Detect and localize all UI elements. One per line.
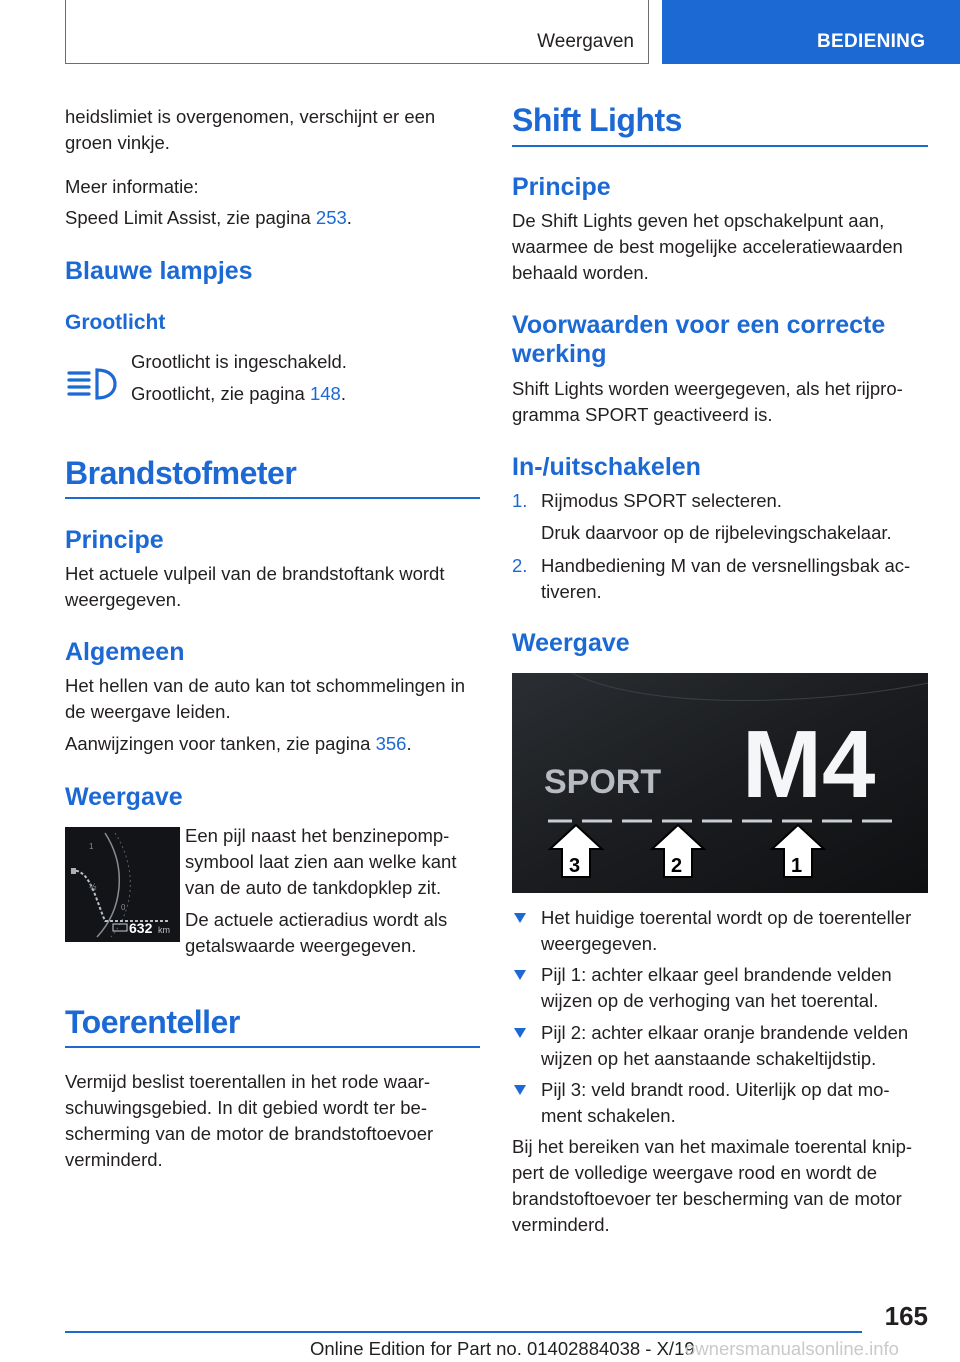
shift-display-heading: Weergave <box>512 629 630 657</box>
shift-principle-line-2: waarmee de best mogelijke acceleratiewaarden <box>512 236 903 257</box>
tacho-heading-rule <box>65 1046 480 1048</box>
step-2-line-2: tiveren. <box>541 581 602 602</box>
fuel-display-p1-line-2: symbool laat zien aan welke kant <box>185 851 457 872</box>
shift-principle-line-1: De Shift Lights geven het opschakelpunt aan, <box>512 210 885 231</box>
high-beam-icon <box>67 366 119 402</box>
fuel-principle-heading: Principe <box>65 526 164 554</box>
final-line-1: Bij het bereiken van het maximale toerental knip- <box>512 1136 913 1157</box>
fuel-general-line-2: de weergave leiden. <box>65 701 231 722</box>
step-1-text: Rijmodus SPORT selecteren. <box>541 490 782 511</box>
fuel-display-heading: Weergave <box>65 783 183 811</box>
arrow-2-label: 2 <box>671 855 683 877</box>
fuel-general-heading: Algemeen <box>65 638 185 666</box>
fuel-display-p2-line-2: getalswaarde weergegeven. <box>185 935 417 956</box>
high-beam-ref-text: Grootlicht, zie pagina <box>131 383 310 404</box>
header-section-tab <box>65 0 649 64</box>
page-number: 165 <box>884 1301 928 1331</box>
bullet-4-triangle-icon <box>514 1085 526 1095</box>
bullet-3-line-1: Pijl 2: achter elkaar oranje brandende velden <box>541 1022 909 1043</box>
more-info-label: Meer informatie: <box>65 176 199 197</box>
gauge-range-value: 632 <box>129 920 153 936</box>
bullet-1-triangle-icon <box>514 913 526 923</box>
final-line-4: verminderd. <box>512 1214 610 1235</box>
conditions-line-2: gramma SPORT geactiveerd is. <box>512 404 773 425</box>
sport-mode-label: SPORT <box>544 763 662 801</box>
intro-line-2: groen vinkje. <box>65 132 170 153</box>
gauge-tick-0: 0 <box>121 903 126 912</box>
tachometer-heading: Toerenteller <box>65 1004 240 1040</box>
step-1-subtext: Druk daarvoor op de rijbelevingschakelaar. <box>541 522 892 543</box>
watermark-text: ownersmanualsonline.info <box>685 1338 899 1359</box>
bullet-4-line-2: ment schakelen. <box>541 1105 676 1126</box>
bullet-2-line-1: Pijl 1: achter elkaar geel brandende velden <box>541 964 892 985</box>
gear-indicator: M4 <box>742 711 876 818</box>
speed-limit-reference: Speed Limit Assist, zie pagina 253. <box>65 207 352 228</box>
shift-lights-heading: Shift Lights <box>512 102 682 138</box>
fuel-principle-line-1: Het actuele vulpeil van de brandstoftank wordt <box>65 563 445 584</box>
shift-principle-line-3: behaald worden. <box>512 262 649 283</box>
shift-lights-image <box>512 673 928 893</box>
bullet-1-line-2: weergegeven. <box>541 933 658 954</box>
blue-lamps-heading: Blauwe lampjes <box>65 257 253 285</box>
speed-limit-page-link[interactable]: 253 <box>315 207 347 228</box>
high-beam-heading: Grootlicht <box>65 311 166 334</box>
bullet-3-line-2: wijzen op het aanstaande schakeltijdstip. <box>541 1048 877 1069</box>
conditions-heading-line-1: Voorwaarden voor een correcte <box>512 311 886 339</box>
arrow-1-label: 1 <box>791 855 803 877</box>
arrow-3-label: 3 <box>569 855 581 877</box>
gauge-range-unit: km <box>158 925 170 935</box>
high-beam-page-link[interactable]: 148 <box>309 383 341 404</box>
bullet-4-line-1: Pijl 3: veld brandt rood. Uiterlijk op dat mo- <box>541 1079 890 1100</box>
fuel-display-p2-line-1: De actuele actieradius wordt als <box>185 909 448 930</box>
fuel-display-p1-line-3: van de auto de tankdopklep zit. <box>185 877 442 898</box>
refuel-reference: Aanwijzingen voor tanken, zie pagina 356. <box>65 733 412 754</box>
final-line-3: brandstoftoevoer ter bescherming van de motor <box>512 1188 902 1209</box>
fuel-pump-icon <box>71 868 76 874</box>
tacho-line-1: Vermijd beslist toerentallen in het rode waar- <box>65 1071 431 1092</box>
conditions-heading-line-2: werking <box>512 340 607 368</box>
bullet-1-line-1: Het huidige toerental wordt op de toerenteller <box>541 907 912 928</box>
conditions-line-1: Shift Lights worden weergegeven, als het rijpro- <box>512 378 903 399</box>
header-chapter-tab <box>662 0 960 64</box>
fuel-heading-rule <box>65 497 480 499</box>
step-2-number: 2. <box>512 555 528 576</box>
bullet-2-triangle-icon <box>514 970 526 980</box>
onoff-heading: In-/uitschakelen <box>512 453 701 481</box>
high-beam-reference: Grootlicht, zie pagina 148. <box>131 383 346 404</box>
gauge-tick-half: ½ <box>89 882 97 892</box>
tacho-line-3: scherming van de motor de brandstoftoevoer <box>65 1123 434 1144</box>
footer-rule <box>65 1331 862 1333</box>
refuel-ref-text: Aanwijzingen voor tanken, zie pagina <box>65 733 376 754</box>
step-2-line-1: Handbediening M van de versnellingsbak ac- <box>541 555 911 576</box>
fuel-gauge-heading: Brandstofmeter <box>65 455 297 491</box>
fuel-display-p1-line-1: Een pijl naast het benzinepomp- <box>185 825 450 846</box>
shift-heading-rule <box>512 145 928 147</box>
fuel-gauge-image <box>65 827 180 942</box>
fuel-principle-line-2: weergegeven. <box>65 589 182 610</box>
fuel-general-line-1: Het hellen van de auto kan tot schommelingen in <box>65 675 466 696</box>
bullet-2-line-2: wijzen op de verhoging van het toerental. <box>541 990 879 1011</box>
final-line-2: pert de volledige weergave rood en wordt de <box>512 1162 878 1183</box>
header-chapter-title: BEDIENING <box>817 31 926 52</box>
footer-edition-text: Online Edition for Part no. 01402884038 - X/19 <box>310 1338 695 1359</box>
shift-principle-heading: Principe <box>512 173 611 201</box>
gauge-tick-1: 1 <box>89 842 94 851</box>
intro-line-1: heidslimiet is overgenomen, verschijnt er een <box>65 106 436 127</box>
tacho-line-4: verminderd. <box>65 1149 163 1170</box>
speed-limit-ref-text: Speed Limit Assist, zie pagina <box>65 207 316 228</box>
header-section-title: Weergaven <box>537 31 634 52</box>
bullet-3-triangle-icon <box>514 1028 526 1038</box>
refuel-page-link[interactable]: 356 <box>375 733 407 754</box>
step-1-number: 1. <box>512 490 528 511</box>
high-beam-on-text: Grootlicht is ingeschakeld. <box>131 351 347 372</box>
tacho-line-2: schuwingsgebied. In dit gebied wordt ter be- <box>65 1097 427 1118</box>
